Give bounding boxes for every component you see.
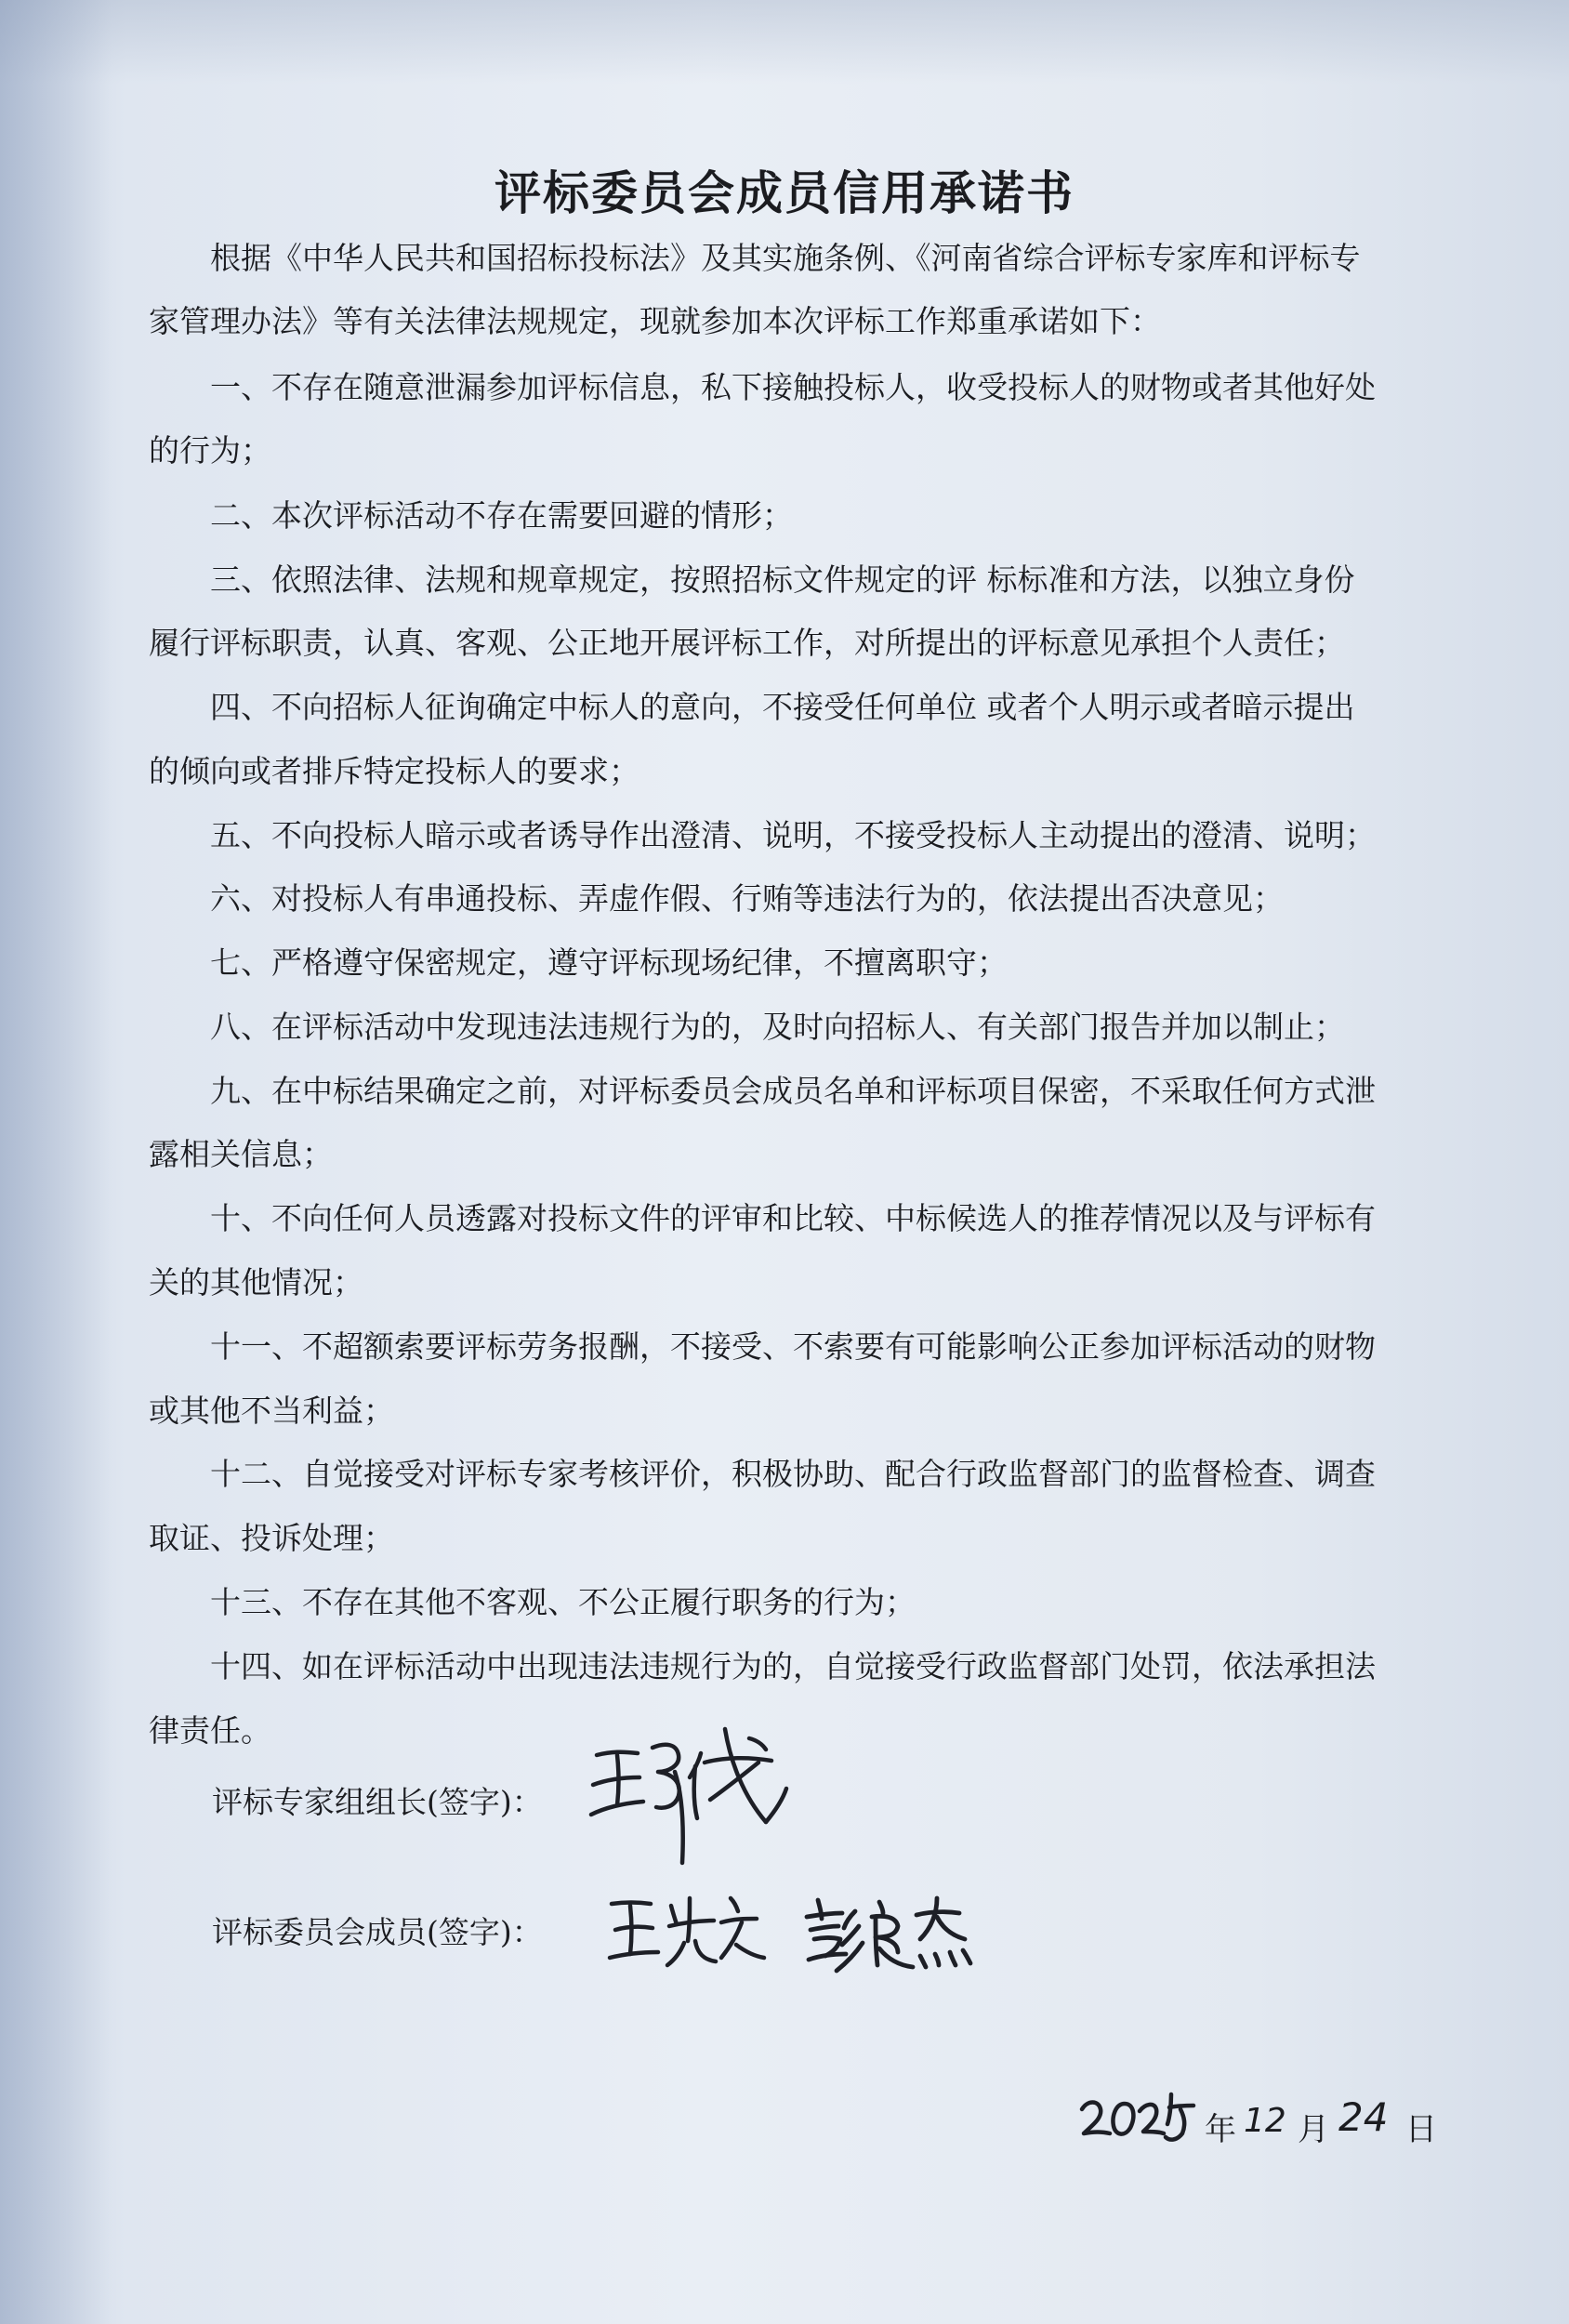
paragraph-line: 五、不向投标人暗示或者诱导作出澄清、说明，不接受投标人主动提出的澄清、说明；: [149, 817, 1376, 853]
paragraph-line: 二、本次评标活动不存在需要回避的情形；: [149, 497, 793, 534]
paragraph-line: 十二、自觉接受对评标专家考核评价，积极协助、配合行政监督部门的监督检查、调查: [149, 1456, 1376, 1492]
date-row: [1078, 2078, 1543, 2161]
paragraph-line: 取证、投诉处理；: [149, 1520, 394, 1556]
member-signature-label: 评标委员会成员(签字)：: [212, 1914, 543, 1950]
paragraph-line: 关的其他情况；: [149, 1264, 363, 1301]
paragraph-line: 露相关信息；: [149, 1136, 333, 1172]
paragraph-line: 六、对投标人有串通投标、弄虚作假、行贿等违法行为的，依法提出否决意见；: [149, 880, 1284, 917]
paragraph-line: 根据《中华人民共和国招标投标法》及其实施条例、《河南省综合评标专家库和评标专: [149, 240, 1361, 276]
paragraph-line: 律责任。: [149, 1712, 271, 1749]
date-day-value: 24: [1338, 2094, 1389, 2140]
leader-signature-label: 评标专家组组长(签字)：: [212, 1784, 543, 1820]
date-year-char: 年: [1205, 2111, 1236, 2148]
document-title: 评标委员会成员信用承诺书: [494, 165, 1075, 220]
leader-signature: [586, 1710, 809, 1873]
paragraph-line: 三、依照法律、法规和规章规定，按照招标文件规定的评 标标准和方法，以独立身份: [149, 561, 1355, 598]
page-shadow-left: [0, 0, 112, 2324]
date-month-value: 12: [1244, 2102, 1286, 2140]
paragraph-line: 十四、如在评标活动中出现违法违规行为的，自觉接受行政监督部门处罚，依法承担法: [149, 1648, 1376, 1684]
member-signature-1: [606, 1885, 771, 1974]
paragraph-line: 十一、不超额索要评标劳务报酬，不接受、不索要有可能影响公正参加评标活动的财物: [149, 1328, 1376, 1365]
handwritten-year: [1078, 2078, 1197, 2152]
date-month-char: 月: [1298, 2111, 1329, 2148]
paragraph-line: 八、在评标活动中发现违法违规行为的，及时向招标人、有关部门报告并加以制止；: [149, 1009, 1345, 1045]
paragraph-line: 或其他不当利益；: [149, 1393, 394, 1429]
paragraph-line: 十三、不存在其他不客观、不公正履行职务的行为；: [149, 1584, 916, 1620]
paragraph-line: 履行评标职责，认真、客观、公正地开展评标工作，对所提出的评标意见承担个人责任；: [149, 625, 1345, 661]
paragraph-line: 一、不存在随意泄漏参加评标信息，私下接触投标人，收受投标人的财物或者其他好处: [149, 369, 1376, 405]
paragraph-line: 家管理办法》等有关法律法规规定，现就参加本次评标工作郑重承诺如下：: [149, 303, 1161, 339]
paragraph-line: 七、严格遵守保密规定，遵守评标现场纪律，不擅离职守；: [149, 944, 1008, 981]
paragraph-line: 的行为；: [149, 432, 271, 469]
page-shadow-top: [0, 0, 1569, 84]
member-signature-2: [801, 1889, 978, 1978]
paragraph-line: 四、不向招标人征询确定中标人的意向，不接受任何单位 或者个人明示或者暗示提出: [149, 689, 1355, 725]
date-day-char: 日: [1405, 2111, 1437, 2148]
paragraph-line: 十、不向任何人员透露对投标文件的评审和比较、中标候选人的推荐情况以及与评标有: [149, 1200, 1376, 1236]
paragraph-line: 的倾向或者排斥特定投标人的要求；: [149, 753, 639, 789]
paragraph-line: 九、在中标结果确定之前，对评标委员会成员名单和评标项目保密，不采取任何方式泄: [149, 1073, 1376, 1109]
